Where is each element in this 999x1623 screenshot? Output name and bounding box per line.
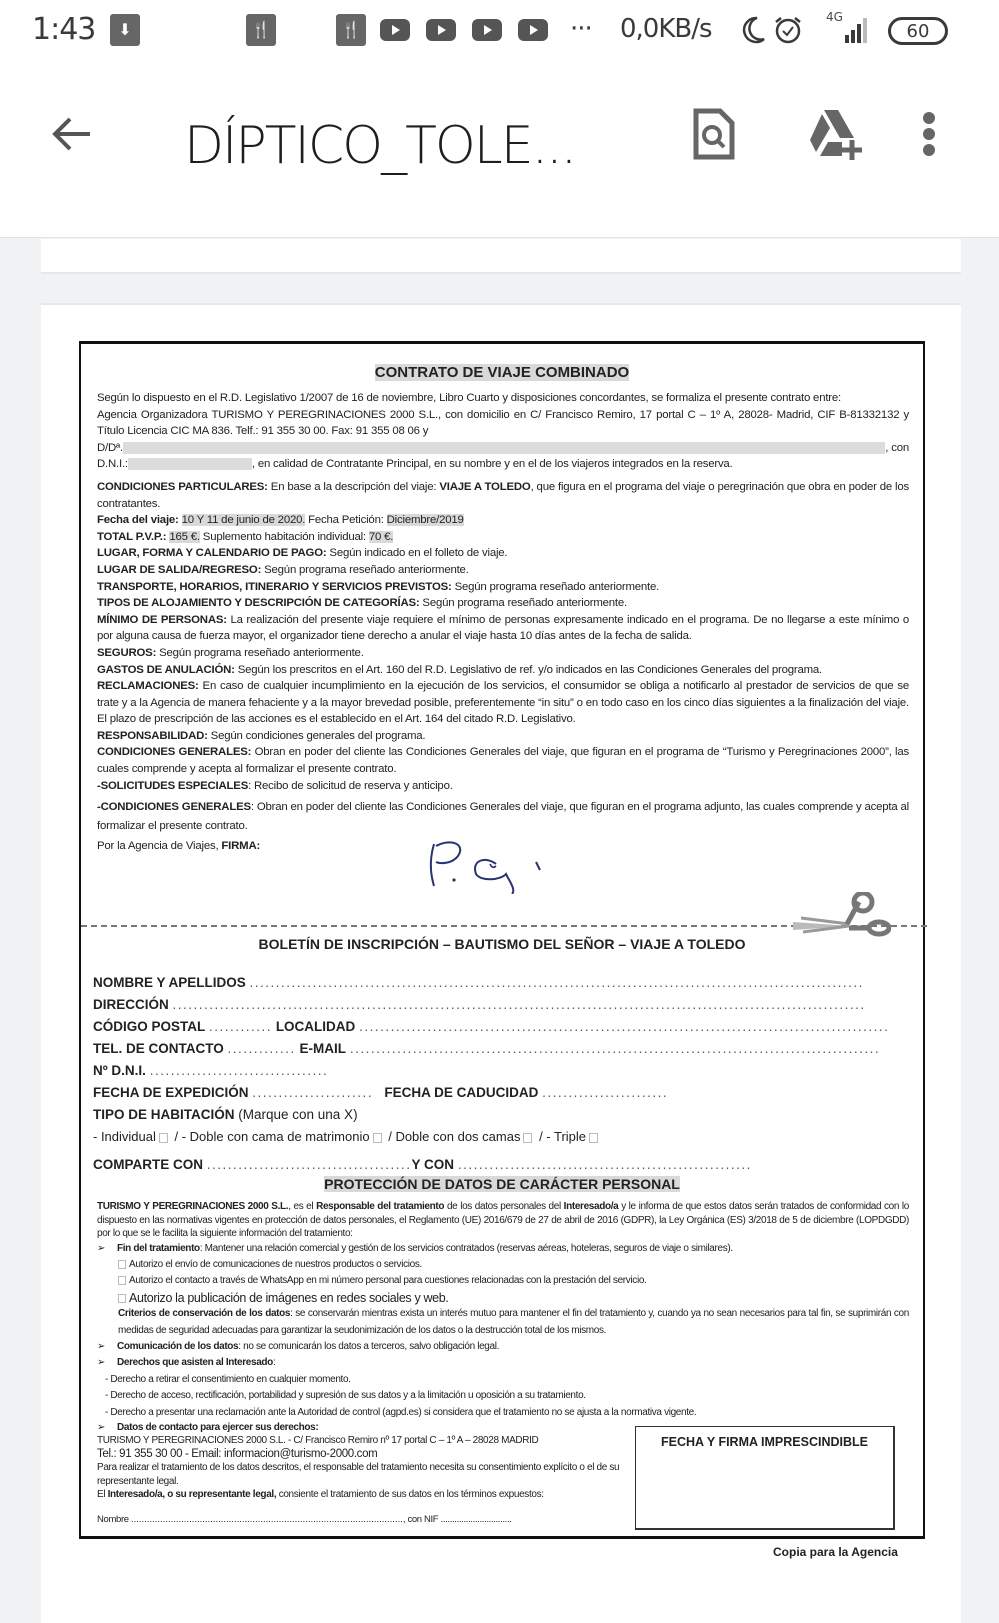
condiciones-particulares [97, 479, 909, 512]
arrow-bullet-icon: ➢ [97, 1357, 106, 1369]
text: de los datos personales del [444, 1201, 564, 1212]
pdf-page [41, 303, 961, 1623]
room-option-triple: / - Triple [539, 1129, 587, 1144]
form-row-nombre[interactable]: NOMBRE Y APELLIDOS ..................................................................................................................... [93, 975, 864, 990]
dni-form-label: Nº D.N.I. [93, 1063, 146, 1078]
derecho-item: - Derecho a retirar el consentimiento en cualquier momento. [105, 1373, 351, 1385]
form-row-dni[interactable]: Nº D.N.I. .................................. [93, 1063, 329, 1078]
dni-suffix: , en calidad de Contratante Principal, en su nombre y en el de los viajeros integrados en la reserva. [251, 458, 733, 471]
clause [97, 562, 909, 579]
clause-label: MÍNIMO DE PERSONAS: [97, 613, 227, 626]
do-not-disturb-moon-icon [738, 14, 768, 46]
consent-checkbox[interactable] [118, 1260, 126, 1269]
clause [97, 612, 909, 645]
comparte-label: COMPARTE CON [93, 1157, 203, 1172]
derecho-text: Derecho a presentar una reclamación ante la Autoridad de control (agpd.es) si considera que el tratamiento no se ajusta a la normativa vigente. [110, 1406, 697, 1418]
agency-signature [426, 834, 566, 894]
text-bold: Interesado/a, o su representante legal, [107, 1489, 277, 1500]
clause-text: En base a la descripción del viaje: [267, 480, 440, 493]
text: El [97, 1489, 108, 1500]
copy-label: Copia para la Agencia [773, 1545, 898, 1559]
clause-text: En caso de cualquier incumplimiento en la ejecución de los servicios, el consumidor se obliga a notificarlo al prestador de servicios de que se trate y a la Agencia de manera fehaciente y a la mayor brevedad posible, preferentemente “in situ” o en todo caso en los cinco días siguientes a la finalización del viaje. El plazo de prescripción de las acciones es el establecido en el Art. 164 del citado R.D. Legislativo. [97, 680, 909, 726]
clause [97, 545, 909, 562]
text: consiente el tratamiento de sus datos en los términos expuestos: [276, 1489, 544, 1500]
clause-label: RECLAMACIONES: [97, 680, 199, 693]
clause [97, 595, 909, 612]
clause [97, 579, 909, 596]
cp-label: CÓDIGO POSTAL [93, 1019, 206, 1034]
direccion-label: DIRECCIÓN [93, 997, 169, 1012]
clause [97, 645, 909, 662]
checkbox-dos-camas[interactable] [523, 1133, 532, 1143]
total-value: 165 €. [169, 530, 200, 543]
previous-page [41, 239, 961, 274]
clause-label: SEGUROS: [97, 646, 157, 659]
derechos-label: Derechos que asisten al Interesado [117, 1357, 273, 1369]
status-time: 1:43 [32, 12, 96, 47]
habitacion-label: TIPO DE HABITACIÓN [93, 1107, 235, 1122]
total-pvp-line [97, 529, 909, 546]
proteccion-title-text: PROTECCIÓN DE DATOS DE CARÁCTER PERSONAL [324, 1176, 680, 1192]
dd-suffix: , con [885, 441, 909, 454]
consent-text: Autorizo el envío de comunicaciones de nuestros productos o servicios. [129, 1258, 422, 1270]
room-option-dos-camas: / Doble con dos camas [388, 1129, 521, 1144]
criterios-label: Criterios de conservación de los datos [118, 1308, 291, 1320]
clause-text: Según programa reseñado anteriormente. [419, 597, 627, 610]
contacto-block [97, 1421, 627, 1527]
clause-label: -CONDICIONES GENERALES [97, 801, 251, 814]
company-name: TURISMO Y PEREGRINACIONES 2000 S.L. [97, 1201, 289, 1212]
nombre-nif-label: Nombre [97, 1514, 129, 1526]
clause-text: Según los prescritos en el Art. 160 del R.D. Legislativo de ref. y/o indicados en las Condiciones Generales del programa. [234, 663, 823, 676]
document-title: DÍPTICO_TOLE... [184, 116, 576, 176]
form-row-cp-localidad[interactable]: CÓDIGO POSTAL ............ LOCALIDAD ..................................................................................................... [93, 1019, 890, 1034]
consent-checkbox[interactable] [118, 1276, 126, 1285]
text-bold: Responsable del tratamiento [316, 1201, 445, 1212]
checkbox-individual[interactable] [159, 1133, 168, 1143]
arrow-bullet-icon: ➢ [97, 1421, 106, 1433]
network-type: 4G [826, 10, 843, 24]
contract-dd-line [97, 440, 909, 457]
ycon-label: Y CON [411, 1157, 455, 1172]
clause [97, 798, 909, 836]
criterios-text: : se conservarán mientras exista un interés mutuo para mantener el fin del tratamiento y, cuando ya no sean necesarios para tal fin, se suprimirán con medidas de seguridad adecuadas para garantizar la seudonimización de los datos o la destrucción total de los mismos. [118, 1308, 909, 1336]
comunicacion [97, 1339, 909, 1355]
proteccion-title [81, 1176, 923, 1192]
derecho-text: Derecho a retirar el consentimiento en cualquier momento. [110, 1373, 351, 1385]
contacto-label: Datos de contacto para ejercer sus derechos: [117, 1421, 319, 1433]
room-option-individual: - Individual [93, 1129, 156, 1144]
clause [97, 744, 909, 777]
download-notification-icon: ⬇ [110, 14, 140, 46]
contacto-heading [97, 1421, 627, 1434]
battery-indicator: 60 [888, 17, 948, 45]
add-to-drive-button[interactable] [806, 102, 866, 166]
habitacion-hint: (Marque con una X) [234, 1107, 358, 1122]
nombre-nif-line[interactable]: Nombre ......................................................................................................., con NIF ............................... [97, 1514, 512, 1526]
youtube-notification-icon-2 [426, 19, 456, 41]
localidad-label: LOCALIDAD [275, 1019, 356, 1034]
clause-text: , que figura en el programa del viaje o peregrinación que obra en poder de los contratantes. [97, 480, 910, 510]
signal-4g-icon [822, 10, 872, 46]
drive-add-icon [808, 108, 864, 160]
form-row-fechas[interactable]: FECHA DE EXPEDICIÓN ....................... FECHA DE CADUCIDAD ........................ [93, 1085, 669, 1100]
checkbox-triple[interactable] [589, 1133, 598, 1143]
clause-text: : Obran en poder del cliente las Condiciones Generales del viaje, que figuran en el programa adjunto, las cuales comprende y acepta al formalizar el presente contrato. [97, 801, 909, 833]
email-label: E-MAIL [299, 1041, 347, 1056]
clause-text: Según programa reseñado anteriormente. [451, 580, 660, 593]
clause [97, 778, 909, 795]
dni-field[interactable] [128, 458, 252, 470]
clause-text: Obran en poder del cliente las Condiciones Generales del viaje, que figuran en el programa de “Turismo y Peregrinaciones 2000”, las cuales comprende y acepta al formalizar el presente contrato. [97, 746, 909, 776]
arrow-bullet-icon: ➢ [97, 1242, 106, 1254]
contacto-tel: Tel.: 91 355 30 00 - Email: informacion@turismo-2000.com [97, 1447, 378, 1460]
clause-text: Según programa reseñado anteriormente. [261, 563, 469, 576]
consent-item [97, 1273, 909, 1289]
clause-label: TRANSPORTE, HORARIOS, ITINERARIO Y SERVICIOS PREVISTOS: [97, 580, 452, 593]
peticion-value: Diciembre/2019 [386, 514, 464, 527]
text-bold: Interesado/a [563, 1201, 619, 1212]
text: , es el [288, 1201, 317, 1212]
clause-label: LUGAR DE SALIDA/REGRESO: [97, 563, 262, 576]
clause-label: RESPONSABILIDAD: [97, 729, 208, 742]
consiente-line [97, 1488, 627, 1501]
clause-text: Según indicado en el folleto de viaje. [326, 547, 508, 560]
signature-box-title: FECHA Y FIRMA IMPRESCINDIBLE [661, 1435, 868, 1449]
derecho-item: - Derecho de acceso, rectificación, portabilidad y supresión de sus datos y a la limitación u oposición a su tratamiento. [105, 1390, 586, 1402]
criterios [97, 1306, 909, 1339]
clause-label: CONDICIONES GENERALES: [97, 746, 252, 759]
fin-text: : Mantener una relación comercial y gestión de los servicios contratados (reservas aéreas, hoteleras, seguros de viaje o similares). [199, 1242, 733, 1254]
net-speed: 0,0KB/s [620, 14, 712, 44]
clause [97, 728, 909, 745]
text: y le informa de que estos datos serán tratados de conformidad con lo dispuesto en las normativas vigentes en protección de datos personales, el Reglamento (UE) 2016/679 de 27 de abril de 2016 (GDPR), la Ley Orgánica (ES) 3/2018 de 5 de diciembre (LOPDGDD) por lo que se le facilita la siguiente información del tratamiento: [97, 1201, 910, 1239]
total-label: TOTAL P.V.P.: [97, 530, 167, 543]
contract-title [81, 364, 923, 381]
app-bar [0, 64, 999, 238]
clause-text: Según condiciones generales del programa. [207, 729, 426, 742]
youtube-notification-icon [380, 19, 410, 41]
fecha-label: Fecha del viaje: [97, 514, 179, 527]
nombre-label: NOMBRE Y APELLIDOS [93, 975, 246, 990]
form-row-direccion[interactable]: DIRECCIÓN .................................................................................................................................... [93, 997, 866, 1012]
clause-label: GASTOS DE ANULACIÓN: [97, 663, 235, 676]
dd-field[interactable] [123, 442, 885, 454]
clause-label: LUGAR, FORMA Y CALENDARIO DE PAGO: [97, 547, 327, 560]
firma-label: FIRMA: [221, 840, 261, 853]
dd-label: D/Dª. [97, 441, 123, 454]
youtube-notification-icon-4 [518, 19, 548, 41]
room-option-matrimonio: / - Doble con cama de matrimonio [174, 1129, 370, 1144]
comunicacion-text: : no se comunicarán los datos a terceros, salvo obligación legal. [238, 1340, 500, 1352]
signature-box[interactable] [635, 1426, 895, 1530]
firma-prefix: Por la Agencia de Viajes, [97, 840, 222, 853]
contract-agency: Agencia Organizadora TURISMO Y PEREGRINACIONES 2000 S.L., con domicilio en C/ Francisco Remiro, 17 portal C – 1º A, 28028- Madrid, CIF B-81332132 y Título Licencia CIC MA 836. Telf.: 91 355 30 00. Fax: 91 355 08 06 y [97, 408, 909, 438]
scissors-icon [791, 892, 891, 942]
more-notifications-icon: ··· [570, 14, 592, 44]
clause-label: -SOLICITUDES ESPECIALES [97, 779, 249, 792]
status-bar [0, 0, 999, 64]
consent-text: Autorizo la publicación de imágenes en redes sociales y web. [129, 1290, 449, 1305]
clause [97, 678, 909, 728]
form-row-comparte[interactable]: COMPARTE CON .......................................Y CON ........................................................ [93, 1157, 752, 1172]
clause-label: CONDICIONES PARTICULARES: [97, 480, 268, 493]
checkbox-matrimonio[interactable] [373, 1133, 382, 1143]
contract-dni-line [97, 456, 909, 473]
arrow-bullet-icon: ➢ [97, 1340, 106, 1352]
trip-name: VIAJE A TOLEDO [439, 480, 531, 493]
find-in-document-button[interactable] [684, 102, 744, 166]
contacto-address: TURISMO Y PEREGRINACIONES 2000 S.L. - C/ Francisco Remiro nº 17 portal C – 1º A – 28028 MADRID [97, 1435, 539, 1447]
boletin-title: BOLETÍN DE INSCRIPCIÓN – BAUTISMO DEL SEÑOR – VIAJE A TOLEDO [258, 936, 746, 952]
consent-item [97, 1290, 909, 1306]
pdf-viewer[interactable] [0, 239, 999, 1600]
clause [97, 662, 909, 679]
fecha-viaje-line [97, 512, 909, 529]
registration-form [93, 972, 893, 1176]
fecha-value: 10 Y 11 de junio de 2020. [181, 514, 306, 527]
arrow-left-icon [50, 114, 94, 154]
form-row-tel-email[interactable]: TEL. DE CONTACTO ............. E-MAIL ..................................................................................................... [93, 1041, 881, 1056]
fin-tratamiento [97, 1241, 909, 1257]
derecho-text: Derecho de acceso, rectificación, portabilidad y supresión de sus datos y a la limitación u oposición a su tratamiento. [110, 1390, 586, 1402]
caducidad-label: FECHA DE CADUCIDAD [384, 1085, 539, 1100]
comunicacion-label: Comunicación de los datos [117, 1340, 239, 1352]
suplemento-label: Suplemento habitación individual: [199, 530, 369, 543]
clause-label: TIPOS DE ALOJAMIENTO Y DESCRIPCIÓN DE CATEGORÍAS: [97, 597, 420, 610]
consent-checkbox[interactable] [118, 1294, 126, 1303]
derecho-item: - Derecho a presentar una reclamación ante la Autoridad de control (agpd.es) si considera que el tratamiento no se ajusta a la normativa vigente. [105, 1406, 697, 1418]
youtube-notification-icon-3 [472, 19, 502, 41]
expedicion-label: FECHA DE EXPEDICIÓN [93, 1085, 249, 1100]
doc-search-icon [692, 107, 736, 161]
tel-label: TEL. DE CONTACTO [93, 1041, 224, 1056]
clause-text: Según programa reseñado anteriormente. [156, 646, 364, 659]
more-vert-icon [921, 110, 937, 158]
more-options-button[interactable] [914, 102, 944, 166]
alarm-icon [772, 14, 804, 46]
contract-title-text: CONTRATO DE VIAJE COMBINADO [374, 364, 630, 381]
nif-label: , con NIF [402, 1514, 439, 1526]
contract-intro: Según lo dispuesto en el R.D. Legislativo 1/2007 de 16 de noviembre, Libro Cuarto y disposiciones concordantes, se formaliza el presente contrato entre: [97, 392, 841, 404]
consent-need: Para realizar el tratamiento de los datos descritos, el responsable del tratamiento necesita su consentimiento explícito o el de su representante legal. [97, 1462, 620, 1487]
clause-text: : Recibo de solicitud de reserva y anticipo. [248, 779, 453, 792]
colon: : [272, 1357, 276, 1369]
derechos [97, 1355, 909, 1371]
back-button[interactable] [44, 106, 100, 162]
restaurant-notification-icon-2: 🍴 [336, 14, 366, 46]
peticion-label: Fecha Petición: [305, 514, 387, 527]
proteccion-intro [97, 1200, 909, 1241]
form-row-habitacion-title [93, 1104, 893, 1126]
restaurant-notification-icon: 🍴 [246, 14, 276, 46]
clause-text: La realización del presente viaje requiere el mínimo de personas expresamente indicado en el programa. De no llegarse a este mínimo o por alguna causa de fuerza mayor, el organizador tiene derecho a anular el viaje hasta 10 días antes de la fecha de salida. [97, 613, 910, 643]
consent-text: Autorizo el contacto a través de WhatsApp en mi número personal para cuestiones relacionadas con la prestación del servicio. [129, 1275, 647, 1287]
dni-label: D.N.I.: [97, 458, 128, 471]
fin-label: Fin del tratamiento [117, 1242, 200, 1254]
contract-body [97, 390, 909, 855]
suplemento-value: 70 €. [368, 530, 394, 543]
room-options [93, 1126, 893, 1148]
consent-item [97, 1257, 909, 1273]
contract-frame [79, 341, 925, 1539]
